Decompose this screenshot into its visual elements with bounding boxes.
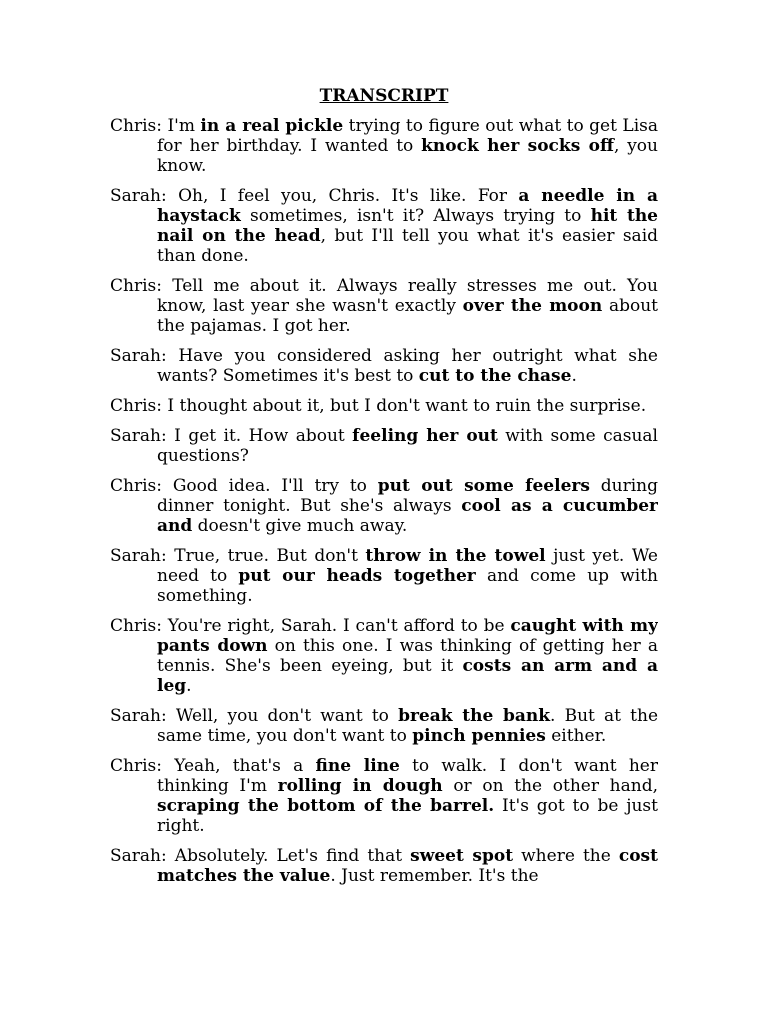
transcript-line	[110, 476, 658, 536]
speaker-label: Sarah:	[110, 546, 167, 566]
transcript-body	[110, 116, 658, 906]
dialogue-text: Yeah, that's a	[161, 756, 316, 776]
dialogue-text: either.	[545, 726, 607, 746]
transcript-line	[110, 546, 658, 606]
dialogue-text: Have you considered asking her outright what she wants? Sometimes it's best to	[157, 346, 658, 386]
speaker-label: Sarah:	[110, 706, 167, 726]
speaker-label: Sarah:	[110, 846, 167, 866]
dialogue-text: just yet. We need to	[157, 546, 658, 586]
idiom-bold: in a real pickle	[200, 116, 344, 136]
idiom-bold: cut to the chase	[418, 366, 572, 386]
dialogue-text: Tell me about it. Always really stresses me out. You know, last year she wasn't exactly	[157, 276, 658, 316]
speaker-label: Sarah:	[110, 186, 167, 206]
idiom-bold: hit the nail on the head	[157, 206, 658, 246]
dialogue-text: about the pajamas. I got her.	[157, 296, 658, 336]
speaker-label: Chris:	[110, 756, 162, 776]
dialogue-text: to walk. I don't want her thinking I'm	[157, 756, 658, 796]
idiom-bold: cool as a cucumber and	[157, 496, 658, 536]
dialogue-text: . Just remember. It's the	[330, 866, 539, 886]
idiom-bold: a needle in a haystack	[157, 186, 658, 226]
idiom-bold: put our heads together	[238, 566, 476, 586]
idiom-bold: costs an arm and a leg	[157, 656, 658, 696]
transcript-line	[110, 276, 658, 336]
dialogue-text: Absolutely. Let's find that	[166, 846, 411, 866]
idiom-bold: scraping the bottom of the barrel.	[157, 796, 495, 816]
idiom-bold: break the bank	[398, 706, 550, 726]
idiom-bold: sweet spot	[410, 846, 514, 866]
idiom-bold: feeling her out	[352, 426, 498, 446]
transcript-line	[110, 846, 658, 886]
dialogue-text: Oh, I feel you, Chris. It's like. For	[166, 186, 519, 206]
dialogue-text: .	[571, 366, 577, 386]
speaker-label: Chris:	[110, 276, 162, 296]
idiom-bold: caught with my pants down	[157, 616, 658, 656]
idiom-bold: over the moon	[462, 296, 603, 316]
dialogue-text: during dinner tonight. But she's always	[157, 476, 658, 516]
speaker-label: Chris:	[110, 476, 162, 496]
dialogue-text: . But at the same time, you don't want to	[157, 706, 658, 746]
dialogue-text: with some casual questions?	[157, 426, 658, 466]
speaker-label: Chris:	[110, 396, 162, 416]
dialogue-text: It's got to be just right.	[157, 796, 658, 836]
speaker-label: Sarah:	[110, 346, 167, 366]
dialogue-text: where the	[513, 846, 619, 866]
dialogue-text: doesn't give much away.	[192, 516, 408, 536]
dialogue-text: or on the other hand,	[442, 776, 658, 796]
dialogue-text: I'm	[161, 116, 201, 136]
dialogue-text: Well, you don't want to	[166, 706, 399, 726]
dialogue-text: , you know.	[157, 136, 658, 176]
transcript-line	[110, 346, 658, 386]
dialogue-text: .	[186, 676, 192, 696]
transcript-line	[110, 756, 658, 836]
idiom-bold: knock her socks off	[421, 136, 614, 156]
idiom-bold: put out some feelers	[377, 476, 590, 496]
dialogue-text: sometimes, isn't it? Always trying to	[240, 206, 591, 226]
transcript-line	[110, 186, 658, 266]
transcript-line	[110, 616, 658, 696]
idiom-bold: pinch pennies	[412, 726, 546, 746]
dialogue-text: and come up with something.	[157, 566, 658, 606]
speaker-label: Sarah:	[110, 426, 167, 446]
transcript-line	[110, 116, 658, 176]
dialogue-text: True, true. But don't	[166, 546, 366, 566]
dialogue-text: Good idea. I'll try to	[161, 476, 378, 496]
idiom-bold: cost matches the value	[157, 846, 658, 886]
transcript-line	[110, 706, 658, 746]
dialogue-text: trying to figure out what to get Lisa for her birthday. I wanted to	[157, 116, 658, 156]
idiom-bold: rolling in dough	[277, 776, 443, 796]
speaker-label: Chris:	[110, 116, 162, 136]
page-title: TRANSCRIPT	[319, 86, 449, 106]
idiom-bold: fine line	[315, 756, 400, 776]
dialogue-text: You're right, Sarah. I can't afford to be	[161, 616, 511, 636]
transcript-line	[110, 426, 658, 466]
speaker-label: Chris:	[110, 616, 162, 636]
idiom-bold: throw in the towel	[365, 546, 546, 566]
dialogue-text: I get it. How about	[166, 426, 353, 446]
transcript-line	[110, 396, 658, 416]
dialogue-text: on this one. I was thinking of getting her a tennis. She's been eyeing, but it	[157, 636, 658, 676]
dialogue-text: I thought about it, but I don't want to ruin the surprise.	[161, 396, 647, 416]
dialogue-text: , but I'll tell you what it's easier said than done.	[157, 226, 658, 266]
